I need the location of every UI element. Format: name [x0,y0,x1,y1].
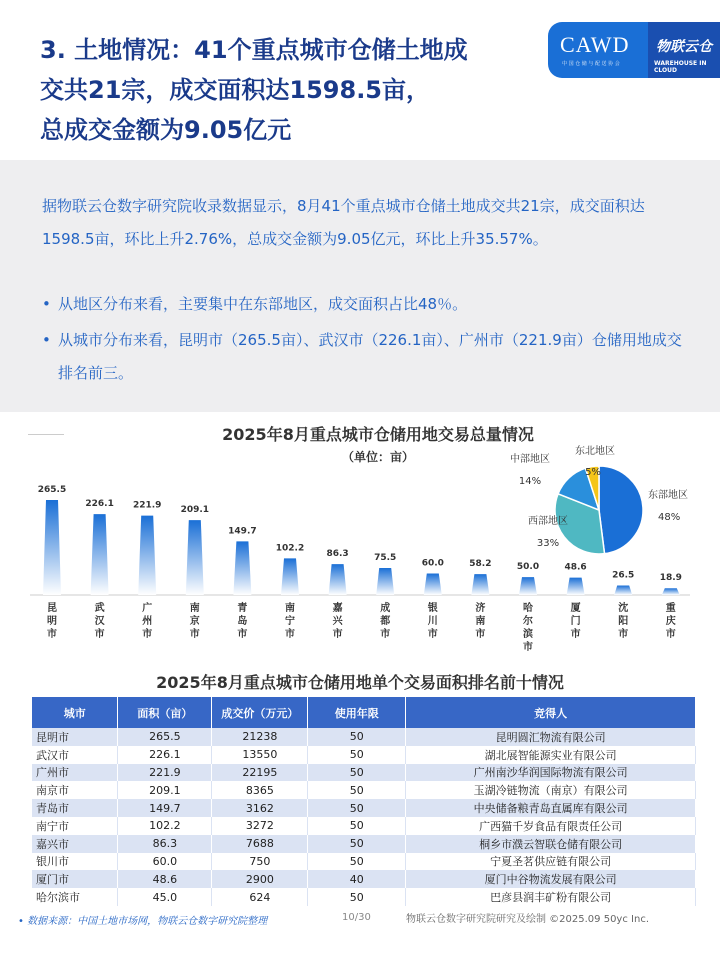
table-cell: 武汉市 [32,746,118,764]
cawd-logo-subtext: 中 国 仓 储 与 配 送 协 会 [562,61,620,67]
warehouse-cloud-logo-text: 物联云仓 [656,39,712,55]
pie-value-label: 33% [536,538,560,549]
category-label: 重庆市 [665,603,676,640]
footer-bullet: • [18,916,24,927]
category-label: 济南市 [475,603,486,640]
table-cell: 广州南沙华润国际物流有限公司 [406,764,696,782]
category-label: 厦门市 [570,603,581,640]
table-row [32,781,696,799]
table-cell: 昆明市 [32,728,118,746]
header-area: 面积（亩） [118,697,212,728]
pie-slice [599,466,643,554]
bar-value-label: 209.1 [180,505,210,516]
title-line-3: 总成交金额为9.05亿元 [40,116,292,144]
category-label: 昆明市 [47,603,57,640]
bar-value-label: 102.2 [275,543,305,554]
table-cell: 221.9 [118,764,212,782]
bar-value-label: 75.5 [374,552,397,563]
bar-value-label: 226.1 [85,499,114,510]
table-body [32,728,696,906]
table-row [32,817,696,835]
category-label: 南宁市 [285,603,295,640]
table-cell: 21238 [212,728,308,746]
table-cell: 7688 [212,835,308,853]
category-label: 沈阳市 [618,603,629,640]
bar [329,564,347,595]
copyright: 物联云仓数字研究院研究及绘制 ©2025.09 50yc Inc. [406,914,649,925]
table-cell: 玉湖冷链物流（南京）有限公司 [406,781,696,799]
table-row [32,853,696,871]
table-header-row [32,697,696,728]
header-city: 城市 [32,697,118,728]
warehouse-cloud-logo [648,22,720,78]
table-cell: 624 [212,888,308,906]
pie-label: 中部地区 [510,454,550,465]
pie-value-label: 14% [518,476,542,487]
table-cell: 50 [308,728,406,746]
table-cell: 50 [308,764,406,782]
bullet-dot: • [42,331,51,349]
table-row [32,799,696,817]
table-cell: 昆明圆汇物流有限公司 [406,728,696,746]
pie-label: 东北地区 [575,446,615,457]
bar-value-label: 221.9 [132,500,162,511]
table-cell: 南宁市 [32,817,118,835]
title-line-1: 3. 土地情况：41个重点城市仓储土地成 [40,36,468,64]
header-price: 成交价（万元） [212,697,308,728]
bar [567,578,585,595]
table-row [32,888,696,906]
bar [614,586,632,595]
bar [138,516,156,595]
table-cell: 宁夏圣茗供应链有限公司 [406,853,696,871]
intro-paragraph: 据物联云仓数字研究院收录数据显示，8月41个重点城市仓储土地成交共21宗，成交面积达1598.5亩，环比上升2.76%，总成交金额为9.05亿元，环比上升35.57%。 [42,197,645,248]
table-row [32,746,696,764]
table-cell: 750 [212,853,308,871]
header-years: 使用年限 [308,697,406,728]
bullet-text: 从城市分布来看，昆明市（265.5亩）、武汉市（226.1亩）、广州市（221.9亩）仓储用地成交排名前三。 [58,331,682,382]
bar [281,558,299,595]
table-cell: 南京市 [32,781,118,799]
table-cell: 226.1 [118,746,212,764]
table-cell: 48.6 [118,870,212,888]
chart-subtitle: （单位：亩） [341,450,414,464]
category-label: 广州市 [142,603,153,640]
bar-value-label: 26.5 [612,570,635,581]
bar-value-label: 60.0 [421,558,444,569]
table-row [32,728,696,746]
ranking-table [32,697,696,906]
bullet-dot: • [42,295,51,313]
table-cell: 50 [308,835,406,853]
bar-value-label: 18.9 [659,573,682,584]
category-label: 南京市 [189,603,200,640]
footer-source-text: 数据来源：中国土地市场网，物联云仓数字研究院整理 [27,916,268,927]
bar [233,541,251,595]
page-number: 10/30 [342,912,371,923]
bar-value-label: 265.5 [37,485,67,495]
table-cell: 桐乡市濮云智联仓储有限公司 [406,835,696,853]
intro-section [0,160,720,412]
bar-value-label: 48.6 [564,562,587,573]
cawd-logo-text: CAWD [560,32,630,57]
pie-label: 西部地区 [528,516,568,527]
category-label: 成都市 [380,603,391,640]
table-cell: 哈尔滨市 [32,888,118,906]
table-cell: 13550 [212,746,308,764]
chart-title: 2025年8月重点城市仓储用地交易总量情况 [222,425,534,444]
intro-bullet-city [42,324,682,390]
table-cell: 40 [308,870,406,888]
table-cell: 209.1 [118,781,212,799]
table-cell: 厦门中谷物流发展有限公司 [406,870,696,888]
table-cell: 50 [308,781,406,799]
table-cell: 50 [308,746,406,764]
data-source-note [18,912,267,927]
table-cell: 22195 [212,764,308,782]
header-buyer: 竞得人 [406,697,696,728]
pie-value-label: 48% [658,512,681,523]
category-label: 嘉兴市 [332,603,343,640]
table-cell: 8365 [212,781,308,799]
table-cell: 60.0 [118,853,212,871]
table-row [32,870,696,888]
bar [519,577,537,595]
category-label: 银川市 [427,603,438,640]
title-line-2: 交共21宗，成交面积达1598.5亩， [40,76,431,104]
table-cell: 45.0 [118,888,212,906]
table-row [32,835,696,853]
table-cell: 湖北展智能源实业有限公司 [406,746,696,764]
page-title [40,30,540,150]
bar-value-label: 50.0 [516,562,540,573]
table-cell: 50 [308,799,406,817]
table-cell: 50 [308,817,406,835]
category-label: 武汉市 [94,603,105,640]
pie-value-label: 5% [585,467,601,478]
table-cell: 厦门市 [32,870,118,888]
table-cell: 嘉兴市 [32,835,118,853]
pie-label: 东部地区 [648,490,688,501]
table-row [32,764,696,782]
table-cell: 265.5 [118,728,212,746]
table-cell: 50 [308,888,406,906]
bar-value-label: 149.7 [228,526,257,537]
bar-value-label: 86.3 [326,549,349,560]
table-cell: 广西猫千岁食品有限责任公司 [406,817,696,835]
bar [662,588,680,595]
table-title: 2025年8月重点城市仓储用地单个交易面积排名前十情况 [156,673,564,692]
category-label: 哈尔滨市 [523,603,533,653]
warehouse-cloud-logo-subtext: WAREHOUSE IN CLOUD [654,60,707,74]
bullet-text: 从地区分布来看，主要集中在东部地区，成交面积占比48％。 [58,295,468,313]
table-cell: 青岛市 [32,799,118,817]
category-label: 青岛市 [237,603,248,640]
bar [424,574,442,595]
table-cell: 149.7 [118,799,212,817]
table-cell: 50 [308,853,406,871]
bar [186,520,204,595]
table-cell: 2900 [212,870,308,888]
table-cell: 银川市 [32,853,118,871]
table-cell: 3162 [212,799,308,817]
bar [376,568,394,595]
table-cell: 中央储备粮青岛直属库有限公司 [406,799,696,817]
table-cell: 86.3 [118,835,212,853]
bar [91,514,109,595]
cawd-logo [548,22,648,78]
table-cell: 102.2 [118,817,212,835]
table-cell: 广州市 [32,764,118,782]
pie-chart [500,440,720,573]
table-cell: 巴彦县润丰矿粉有限公司 [406,888,696,906]
table-cell: 3272 [212,817,308,835]
intro-bullet-region [42,288,682,321]
bar [471,574,489,595]
bar-value-label: 58.2 [469,559,492,570]
bar [43,500,61,595]
